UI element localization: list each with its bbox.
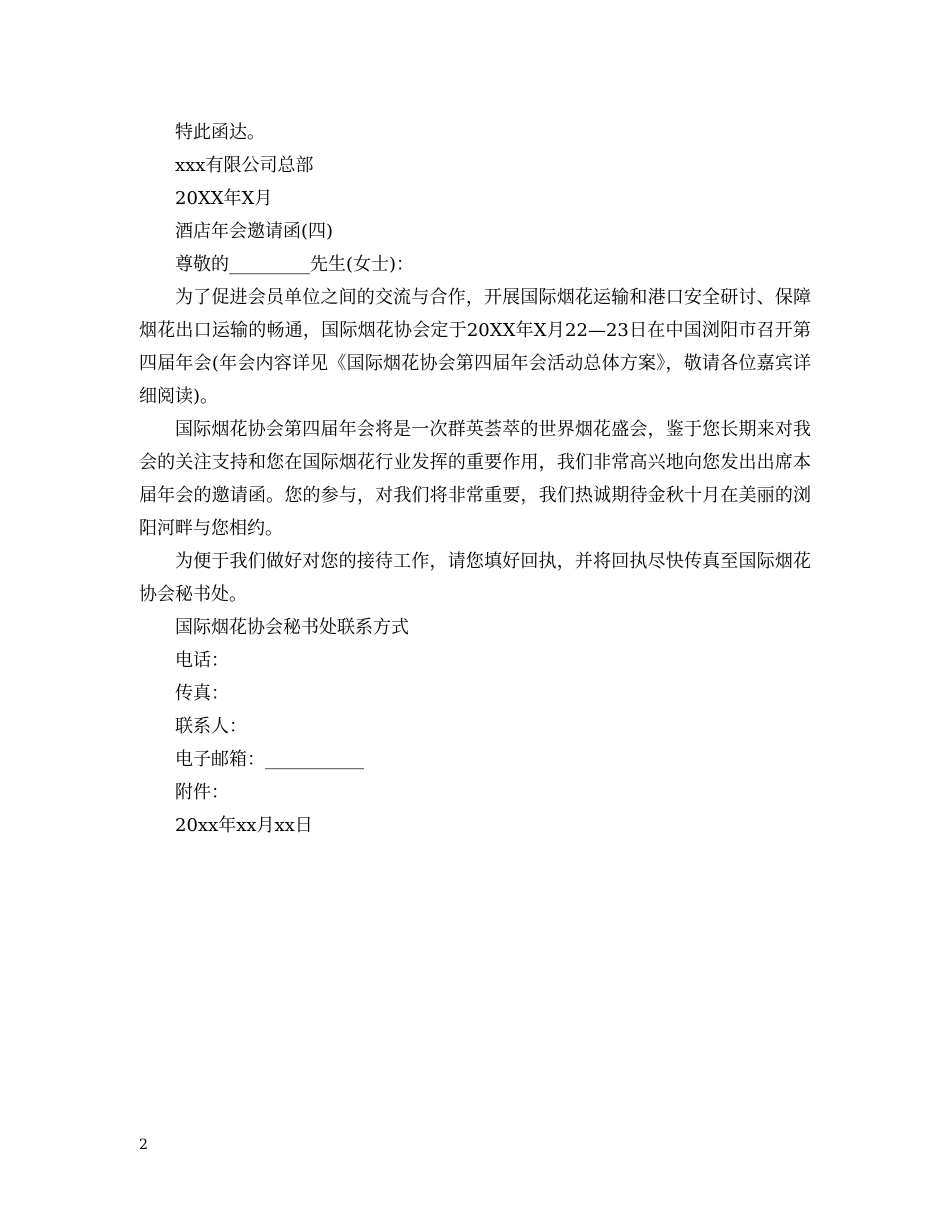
contact-heading: 国际烟花协会秘书处联系方式 [175, 617, 409, 638]
contact-person: 联系人： [175, 716, 247, 737]
page-number: 2 [139, 1137, 148, 1153]
body-paragraph-2: 国际烟花协会第四届年会将是一次群英荟萃的世界烟花盛会，鉴于您长期来对我会的关注支持和您在国际烟花行业发挥的重要作用，我们非常高兴地向您发出出席本届年会的邀请函。您的参与，对我们将非常重要，我们热诚期待金秋十月在美丽的浏阳河畔与您相约。 [139, 419, 811, 539]
attachment-line: 附件： [175, 782, 229, 803]
salutation: 尊敬的_________先生(女士)： [175, 254, 415, 275]
contact-fax: 传真： [175, 683, 229, 704]
contact-email: 电子邮箱：___________ [175, 749, 364, 770]
letter-heading: 酒店年会邀请函(四) [175, 221, 334, 242]
sender-name: xxx有限公司总部 [175, 155, 314, 176]
document-body [139, 116, 811, 842]
sender-date: 20XX年X月 [175, 188, 273, 209]
body-paragraph-1: 为了促进会员单位之间的交流与合作，开展国际烟花运输和港口安全研讨、保障烟花出口运输的畅通，国际烟花协会定于20XX年X月22—23日在中国浏阳市召开第四届年会(年会内容详见《国际烟花协会第四届年会活动总体方案》，敬请各位嘉宾详细阅读)。 [139, 287, 811, 407]
body-paragraph-3: 为便于我们做好对您的接待工作，请您填好回执，并将回执尽快传真至国际烟花协会秘书处。 [139, 551, 811, 605]
contact-phone: 电话： [175, 650, 229, 671]
document-date: 20xx年xx月xx日 [175, 815, 313, 836]
closing-line: 特此函达。 [175, 122, 265, 143]
